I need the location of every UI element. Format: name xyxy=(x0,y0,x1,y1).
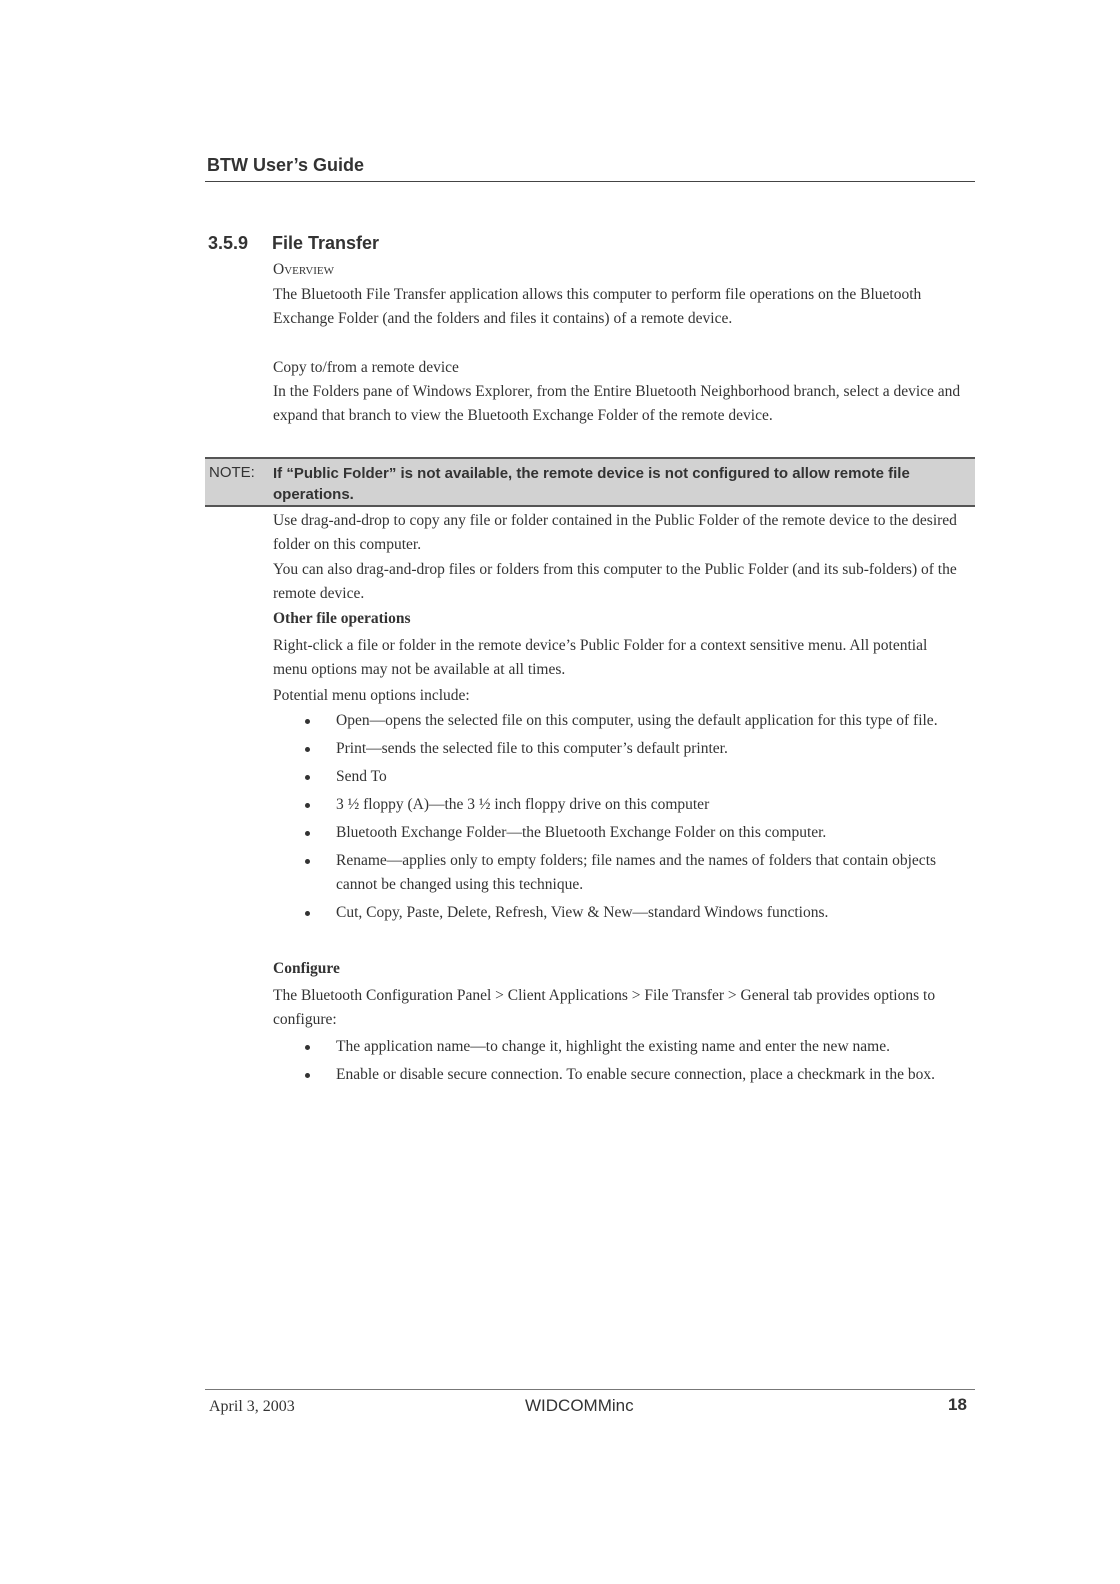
bullet-icon xyxy=(305,911,310,916)
list-item: 3 ½ floppy (A)—the 3 ½ inch floppy drive on this computer xyxy=(305,793,975,817)
configure-options-list xyxy=(305,1035,975,1091)
bullet-icon xyxy=(305,803,310,808)
menu-options-intro: Potential menu options include: xyxy=(273,687,470,704)
bullet-icon xyxy=(305,719,310,724)
note-label: NOTE: xyxy=(209,464,255,481)
bullet-icon xyxy=(305,1073,310,1078)
note-text: If “Public Folder” is not available, the remote device is not configured to allow remote file operations. xyxy=(273,465,910,503)
overview-paragraph: The Bluetooth File Transfer application allows this computer to perform file operations on the Bluetooth Exchange Folder (and the folders and files it contains) of a remote device. xyxy=(273,286,922,327)
list-item: Bluetooth Exchange Folder—the Bluetooth Exchange Folder on this computer. xyxy=(305,821,975,845)
section-number: 3.5.9 xyxy=(208,233,249,253)
page-number: 18 xyxy=(948,1395,967,1414)
list-item: The application name—to change it, highlight the existing name and enter the new name. xyxy=(305,1035,975,1059)
footer-rule xyxy=(205,1389,975,1390)
other-ops-paragraph: Right-click a file or folder in the remote device’s Public Folder for a context sensitive menu. All potential menu options may not be available at all times. xyxy=(273,637,928,678)
list-item: Print—sends the selected file to this computer’s default printer. xyxy=(305,737,975,761)
bullet-icon xyxy=(305,859,310,864)
menu-options-list xyxy=(305,709,975,929)
dragdrop-paragraph-1: Use drag-and-drop to copy any file or folder contained in the Public Folder of the remote device to the desired folder on this computer. xyxy=(273,512,957,553)
dragdrop-paragraph-2: You can also drag-and-drop files or folders from this computer to the Public Folder (and its sub-folders) of the remote device. xyxy=(273,561,957,602)
footer-company: WIDCOMMinc xyxy=(525,1396,634,1415)
running-header: BTW User’s Guide xyxy=(207,155,365,175)
bullet-icon xyxy=(305,831,310,836)
list-item: Send To xyxy=(305,765,975,789)
other-ops-heading: Other file operations xyxy=(273,610,411,627)
bullet-icon xyxy=(305,775,310,780)
note-box xyxy=(205,457,975,507)
bullet-icon xyxy=(305,1045,310,1050)
list-item: Open—opens the selected file on this computer, using the default application for this type of file. xyxy=(305,709,975,733)
list-item: Rename—applies only to empty folders; file names and the names of folders that contain objects cannot be changed using this technique. xyxy=(305,849,975,897)
configure-paragraph: The Bluetooth Configuration Panel > Client Applications > File Transfer > General tab provides options to configure: xyxy=(273,987,936,1028)
copy-paragraph: In the Folders pane of Windows Explorer, from the Entire Bluetooth Neighborhood branch, select a device and expand that branch to view the Bluetooth Exchange Folder of the remote device. xyxy=(273,383,961,424)
header-rule xyxy=(205,181,975,182)
bullet-icon xyxy=(305,747,310,752)
footer-date: April 3, 2003 xyxy=(209,1398,295,1415)
list-item: Cut, Copy, Paste, Delete, Refresh, View & New—standard Windows functions. xyxy=(305,901,975,925)
list-item: Enable or disable secure connection. To enable secure connection, place a checkmark in the box. xyxy=(305,1063,975,1087)
configure-heading: Configure xyxy=(273,960,340,977)
section-title: File Transfer xyxy=(272,233,380,253)
overview-heading: Overview xyxy=(273,261,335,278)
copy-heading: Copy to/from a remote device xyxy=(273,359,459,376)
